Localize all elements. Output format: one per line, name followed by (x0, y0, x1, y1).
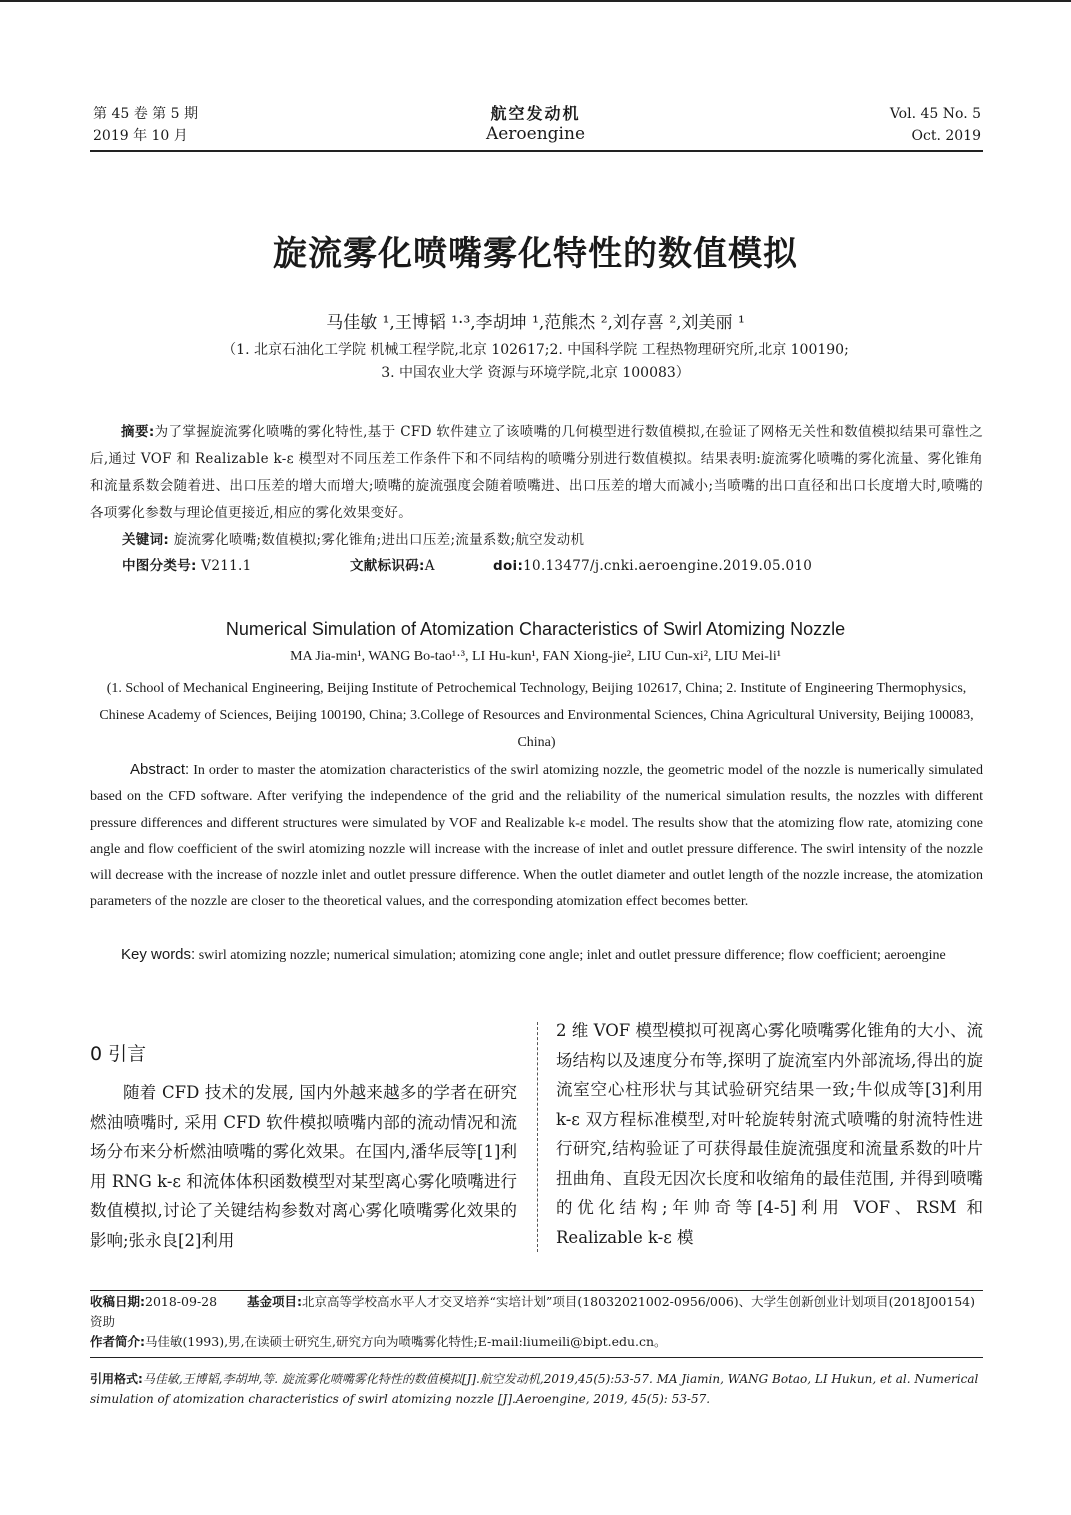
clc-value: V211.1 (201, 558, 252, 574)
fund-label: 基金项目: (247, 1294, 303, 1309)
body-paragraph-right: 2 维 VOF 模型模拟可视离心雾化喷嘴雾化锥角的大小、流场结构以及速度分布等,探明了旋流室内外部流场,得出的旋流室空心柱形状与其试验研究结果一致;牛似成等[3]利用 k-ε 双方程标准模型,对叶轮旋转射流式喷嘴的射流特性进行研究,结构验证了可获得最佳旋流强度和流量系数的叶片扭曲角、直段无因次长度和收缩角的最佳范围, 并得到喷嘴的优化结构;年帅奇等[4-5]利用 VOF、RSM 和 Realizable k-ε 模 (556, 1021, 983, 1247)
citation-label: 引用格式: (90, 1372, 143, 1386)
volume-issue-en: Vol. 45 No. 5 (889, 106, 981, 122)
abstract-cn-label: 摘要: (121, 424, 155, 440)
english-title: Numerical Simulation of Atomization Characteristics of Swirl Atomizing Nozzle (225, 619, 846, 639)
author-bio-label: 作者简介: (90, 1334, 145, 1349)
abstract-cn (90, 419, 983, 579)
citation-rule (90, 1357, 983, 1358)
received-date: 2018-09-28 (145, 1294, 218, 1309)
keywords-cn: 旋流雾化喷嘴;数值模拟;雾化锥角;进出口压差;流量系数;航空发动机 (173, 532, 585, 548)
fund-text: 北京高等学校高水平人才交叉培养“实培计划”项目(18032021002-0956/006)、大学生创新创业计划项目(2018J00154)资助 (90, 1294, 976, 1329)
english-abstract-label: Abstract: (130, 761, 190, 778)
body-column-right (556, 1016, 983, 1252)
header-rule (90, 150, 983, 152)
issue-info-en (890, 103, 981, 147)
doi-value: 10.13477/j.cnki.aeroengine.2019.05.010 (523, 558, 813, 574)
doc-code-label: 文献标识码: (350, 558, 425, 574)
paper-title: 旋流雾化喷嘴雾化特性的数值模拟 (273, 234, 798, 274)
body-column-left (90, 1078, 517, 1255)
citation-text: 马佳敏,王博韬,李胡坤,等. 旋流雾化喷嘴雾化特性的数值模拟[J].航空发动机,2019,45(5):53-57. MA Jiamin, WANG Botao, LI Hukun, et al. Numerical simulation of atomization characteristics of swirl atomizing nozzle [J].Aeroengine, 2019, 45(5): 53-57. (90, 1372, 979, 1406)
keywords-cn-label: 关键词: (122, 532, 170, 548)
affiliation-line-2: 3. 中国农业大学 资源与环境学院,北京 100083） (381, 365, 690, 381)
footnote-rule (90, 1290, 983, 1291)
column-divider (537, 1022, 538, 1252)
author-list: 马佳敏 ¹,王博韬 ¹·³,李胡坤 ¹,范熊杰 ²,刘存喜 ²,刘美丽 ¹ (326, 313, 745, 333)
doc-code-value: A (424, 558, 435, 574)
body-paragraph-left: 随着 CFD 技术的发展, 国内外越来越多的学者在研究燃油喷嘴时, 采用 CFD 软件模拟喷嘴内部的流动情况和流场分布来分析燃油喷嘴的雾化效果。在国内,潘华辰等[1]利用 RNG k-ε 和流体体积函数模型对某型离心雾化喷嘴进行数值模拟,讨论了关键结构参数对离心雾化喷嘴雾化效果的影响;张永良[2]利用 (90, 1083, 517, 1250)
author-bio: 马佳敏(1993),男,在读硕士研究生,研究方向为喷嘴雾化特性;E-mail:liumeili@bipt.edu.cn。 (145, 1334, 667, 1349)
english-abstract-text: In order to master the atomization characteristics of the swirl atomizing nozzle, the geometric model of the nozzle is numerically simulated based on the CFD software. After verifying the independence of the grid and the reliability of the numerical simulation results, the nozzles with different pressure differences and different structures were simulated by VOF and Realizable k-ε model. The results show that the atomizing flow rate, atomizing cone angle and flow coefficient of the swirl atomizing nozzle will increase with the increase of inlet and outlet pressure difference. The swirl intensity of the nozzle will decrease with the increase of nozzle inlet and outlet pressure difference. When the outlet diameter and outlet length of the nozzle increase, the atomization parameters of the nozzle are closer to the theoretical values, and the corresponding atomization effect becomes better. (90, 763, 984, 910)
classification-row (90, 553, 983, 579)
volume-issue: 第 45 卷 第 5 期 (93, 106, 198, 122)
citation-block (90, 1369, 983, 1409)
english-keywords (90, 942, 983, 969)
english-keywords-label: Key words: (121, 946, 196, 963)
english-affiliations: (1. School of Mechanical Engineering, Beijing Institute of Petrochemical Technology, Beijing 102617, China; 2. Institute of Engineering Thermophysics, Chinese Academy of Sciences, Beijing 100190, China; 3.College of Resources and Environmental Sciences, China Agricultural University, Beijing 100083, China) (99, 681, 974, 750)
english-keywords-text: swirl atomizing nozzle; numerical simulation; atomizing cone angle; inlet and outlet pressure difference; flow coefficient; aeroengine (198, 948, 946, 963)
doi-label: doi: (493, 558, 524, 574)
keywords-cn-row (90, 527, 983, 553)
english-authors: MA Jia-min¹, WANG Bo-tao¹·³, LI Hu-kun¹, FAN Xiong-jie², LIU Cun-xi², LIU Mei-li¹ (290, 649, 781, 664)
abstract-cn-text: 为了掌握旋流雾化喷嘴的雾化特性,基于 CFD 软件建立了该喷嘴的几何模型进行数值模拟,在验证了网格无关性和数值模拟结果可靠性之后,通过 VOF 和 Realizable k-ε 模型对不同压差工作条件下和不同结构的喷嘴分别进行数值模拟。结果表明:旋流雾化喷嘴的雾化流量、雾化锥角和流量系数会随着进、出口压差的增大而增大;喷嘴的旋流强度会随着喷嘴进、出口压差的增大而减小;当喷嘴的出口直径和出口长度增大时,喷嘴的各项雾化参数与理论值更接近,相应的雾化效果变好。 (90, 424, 983, 521)
clc-label: 中图分类号: (122, 558, 197, 574)
issue-date-en: Oct. 2019 (911, 128, 981, 144)
journal-name-en: Aeroengine (485, 124, 586, 144)
section-heading: 0 引言 (90, 1043, 147, 1065)
top-border (0, 0, 1071, 2)
issue-date: 2019 年 10 月 (93, 128, 188, 144)
affiliation-line-1: （1. 北京石油化工学院 机械工程学院,北京 102617;2. 中国科学院 工程热物理研究所,北京 100190; (222, 342, 849, 358)
footnote-block (90, 1292, 983, 1352)
english-abstract (90, 757, 983, 916)
received-label: 收稿日期: (90, 1294, 145, 1309)
journal-name-cn: 航空发动机 (490, 104, 581, 123)
